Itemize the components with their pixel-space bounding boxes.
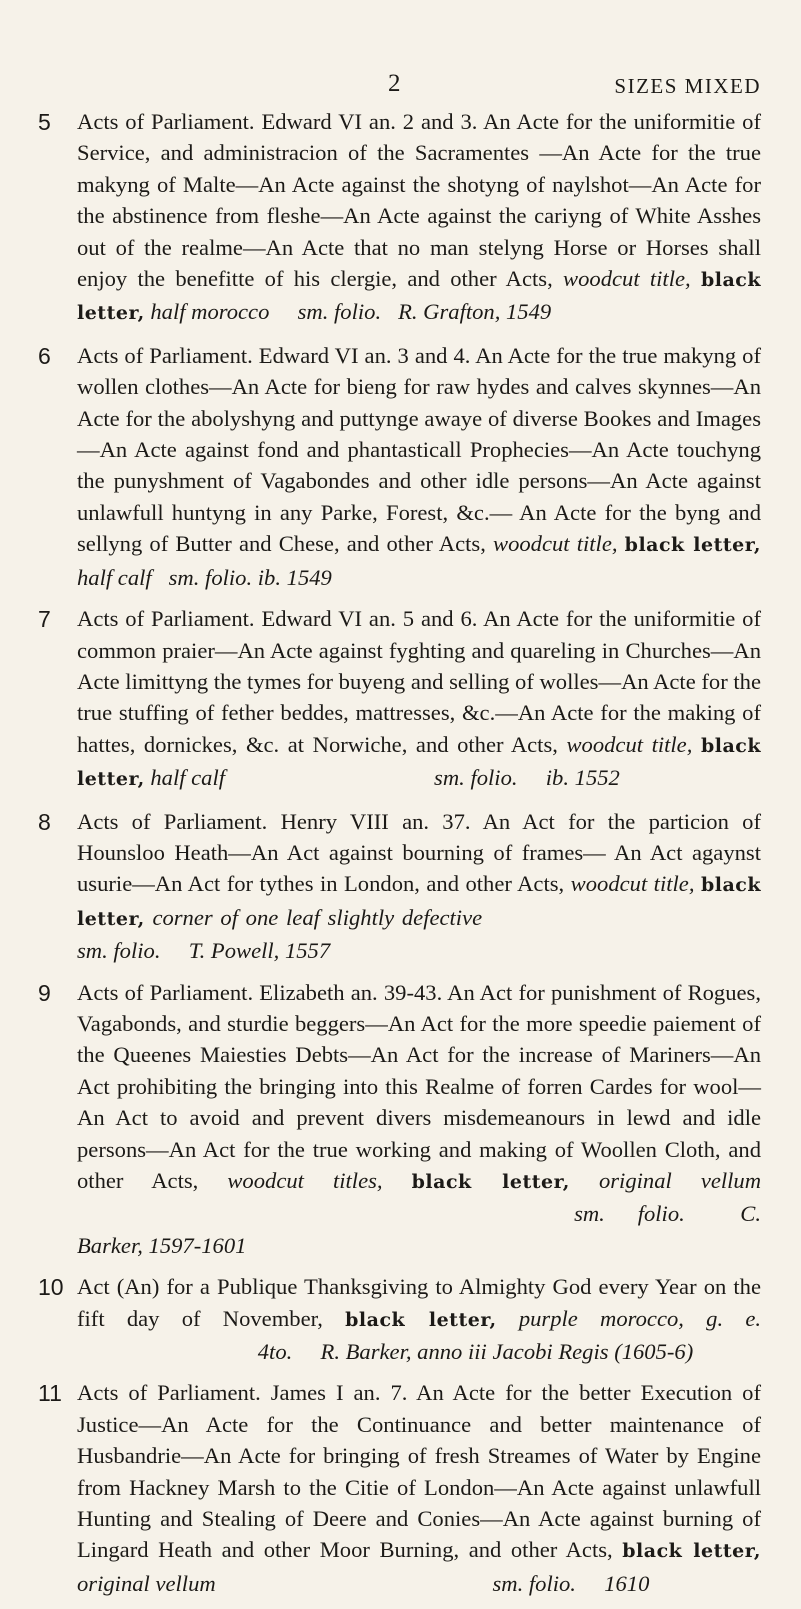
format-size: sm. folio. <box>574 1201 685 1227</box>
entry-text <box>77 106 761 330</box>
imprint: ib. 1549 <box>257 564 332 590</box>
black-letter-note: black letter, <box>77 874 761 930</box>
catalogue-entry <box>0 977 801 1262</box>
catalogue-entry <box>0 106 801 330</box>
entry-title: Acts of Parliament. Elizabeth an. 39-43. An Act for punishment of Rogues, Vagabonds, and sturdie beggers—An Act for the more speedie paiement of the Queenes Maiesties Debts—An Act for the increase of Mariners—An Act prohibiting the bringing into this Realme of forren Cardes for wool—An Act to avoid and prevent divers misdemeanours in lewd and idle persons—An Act for the true working and making of Woollen Cloth, and other Acts, <box>77 979 761 1193</box>
lot-number: 6 <box>38 342 51 369</box>
black-letter-note: black letter, <box>624 534 761 557</box>
entry-description: woodcut title, <box>563 266 691 292</box>
lot-number: 8 <box>38 808 51 835</box>
entry-title: Acts of Parliament. Edward VI an. 3 and 4. An Acte for the true makyng of wollen clothes—An Acte for bieng for raw hydes and calves skynnes—An Acte for the abolyshyng and puttynge awaye of diverse Bookes and Images—An Acte against fond and phantasticall Prophecies—An Acte touchyng the punyshment of Vagabondes and other idle persons—An Acte against unlawfull huntyng in any Parke, Forest, &c.— An Acte for the byng and sellyng of Butter and Chese, and other Acts, <box>77 342 761 557</box>
entry-description: woodcut title, <box>566 731 693 757</box>
lot-number: 10 <box>38 1274 64 1301</box>
format-size: 4to. <box>257 1339 293 1365</box>
imprint: R. Grafton, 1549 <box>398 299 552 325</box>
catalogue-entry <box>0 603 801 795</box>
format-size: sm. folio. <box>297 299 382 325</box>
binding-note: half calf <box>150 765 226 791</box>
entry-text <box>77 1271 761 1367</box>
entry-title: Acts of Parliament. Edward VI an. 2 and 3. An Acte for the uniformitie of Service, and administracion of the Sacramentes —An Acte for the true makyng of Malte—An Acte against the shotyng of naylshot—An Acte for the abstinence from fleshe—An Acte against the cariyng of White Asshes out of the realme—An Acte that no man stelyng Horse or Horses shall enjoy the benefitte of his clergie, and other Acts, <box>77 109 761 292</box>
catalogue-entry <box>0 806 801 967</box>
imprint: ib. 1552 <box>545 765 620 791</box>
catalogue-entry <box>0 340 801 593</box>
page-number: 2 <box>388 70 401 97</box>
entry-title: Acts of Parliament. James I an. 7. An Acte for the better Execution of Justice—An Acte for the Continuance and better maintenance of Husbandrie—An Acte for bringing of fresh Streames of Water by Engine from Hackney Marsh to the Citie of London—An Acte against unlawfull Hunting and Stealing of Deere and Conies—An Acte against burning of Lingard Heath and other Moor Burning, and other Acts, <box>77 1380 761 1563</box>
imprint: 1610 <box>604 1570 650 1596</box>
entry-description: woodcut title, <box>493 531 618 557</box>
binding-note: half morocco <box>150 299 270 325</box>
black-letter-note: black letter, <box>411 1171 570 1193</box>
lot-number: 7 <box>38 606 51 633</box>
entry-title: Act (An) for a Publique Thanksgiving to Almighty God every Year on the fift day of November, <box>77 1274 761 1331</box>
lot-number: 9 <box>38 979 51 1006</box>
running-head: SIZES MIXED <box>614 74 761 98</box>
binding-note: original vellum <box>77 1570 216 1596</box>
format-size: sm. folio. <box>492 1570 576 1596</box>
entry-title: Acts of Parliament. Edward VI an. 5 and 6. An Acte for the uniformitie of common praier—An Acte against fyghting and quareling in Churches—An Acte limittyng the tymes for buyeng and selling of wolles—An Acte for the true stuffing of fether beddes, mattresses, &c.—An Acte for the making of hattes, dornickes, &c. at Norwiche, and other Acts, <box>77 606 761 757</box>
entry-title: Acts of Parliament. Henry VIII an. 37. An Act for the particion of Hounsloo Heath—An Act against bourning of frames— An Act agaynst usurie—An Act for tythes in London, and other Acts, <box>77 808 761 897</box>
binding-note: purple morocco, g. e. <box>518 1305 762 1331</box>
entry-description: woodcut title, <box>570 871 695 897</box>
black-letter-note: black letter, <box>77 734 761 791</box>
catalogue-entry <box>0 1271 801 1367</box>
format-size: sm. folio. <box>434 765 518 791</box>
black-letter-note: black letter, <box>77 269 761 325</box>
entry-text <box>77 806 761 967</box>
entry-description: woodcut titles, <box>227 1168 383 1193</box>
binding-note: half calf <box>77 564 152 590</box>
format-size: sm. folio. <box>168 564 253 590</box>
imprint: R. Barker, anno iii Jacobi Regis (1605-6) <box>320 1339 694 1365</box>
entry-text <box>77 340 761 593</box>
entry-text <box>77 1377 761 1599</box>
binding-note: corner of one leaf slightly defective <box>152 904 483 930</box>
entry-text <box>77 977 761 1262</box>
lot-number: 11 <box>38 1380 62 1407</box>
entry-list <box>0 106 801 1609</box>
imprint: T. Powell, 1557 <box>188 938 331 964</box>
page-header <box>0 70 801 106</box>
lot-number: 5 <box>38 109 51 135</box>
format-size: sm. folio. <box>77 938 161 964</box>
catalogue-entry <box>0 1377 801 1599</box>
black-letter-note: black letter, <box>622 1540 762 1563</box>
imprint: C. Barker, 1597-1601 <box>77 1201 761 1258</box>
entry-text <box>77 603 761 795</box>
black-letter-note: black letter, <box>345 1308 497 1331</box>
binding-note: original vellum <box>598 1168 762 1193</box>
